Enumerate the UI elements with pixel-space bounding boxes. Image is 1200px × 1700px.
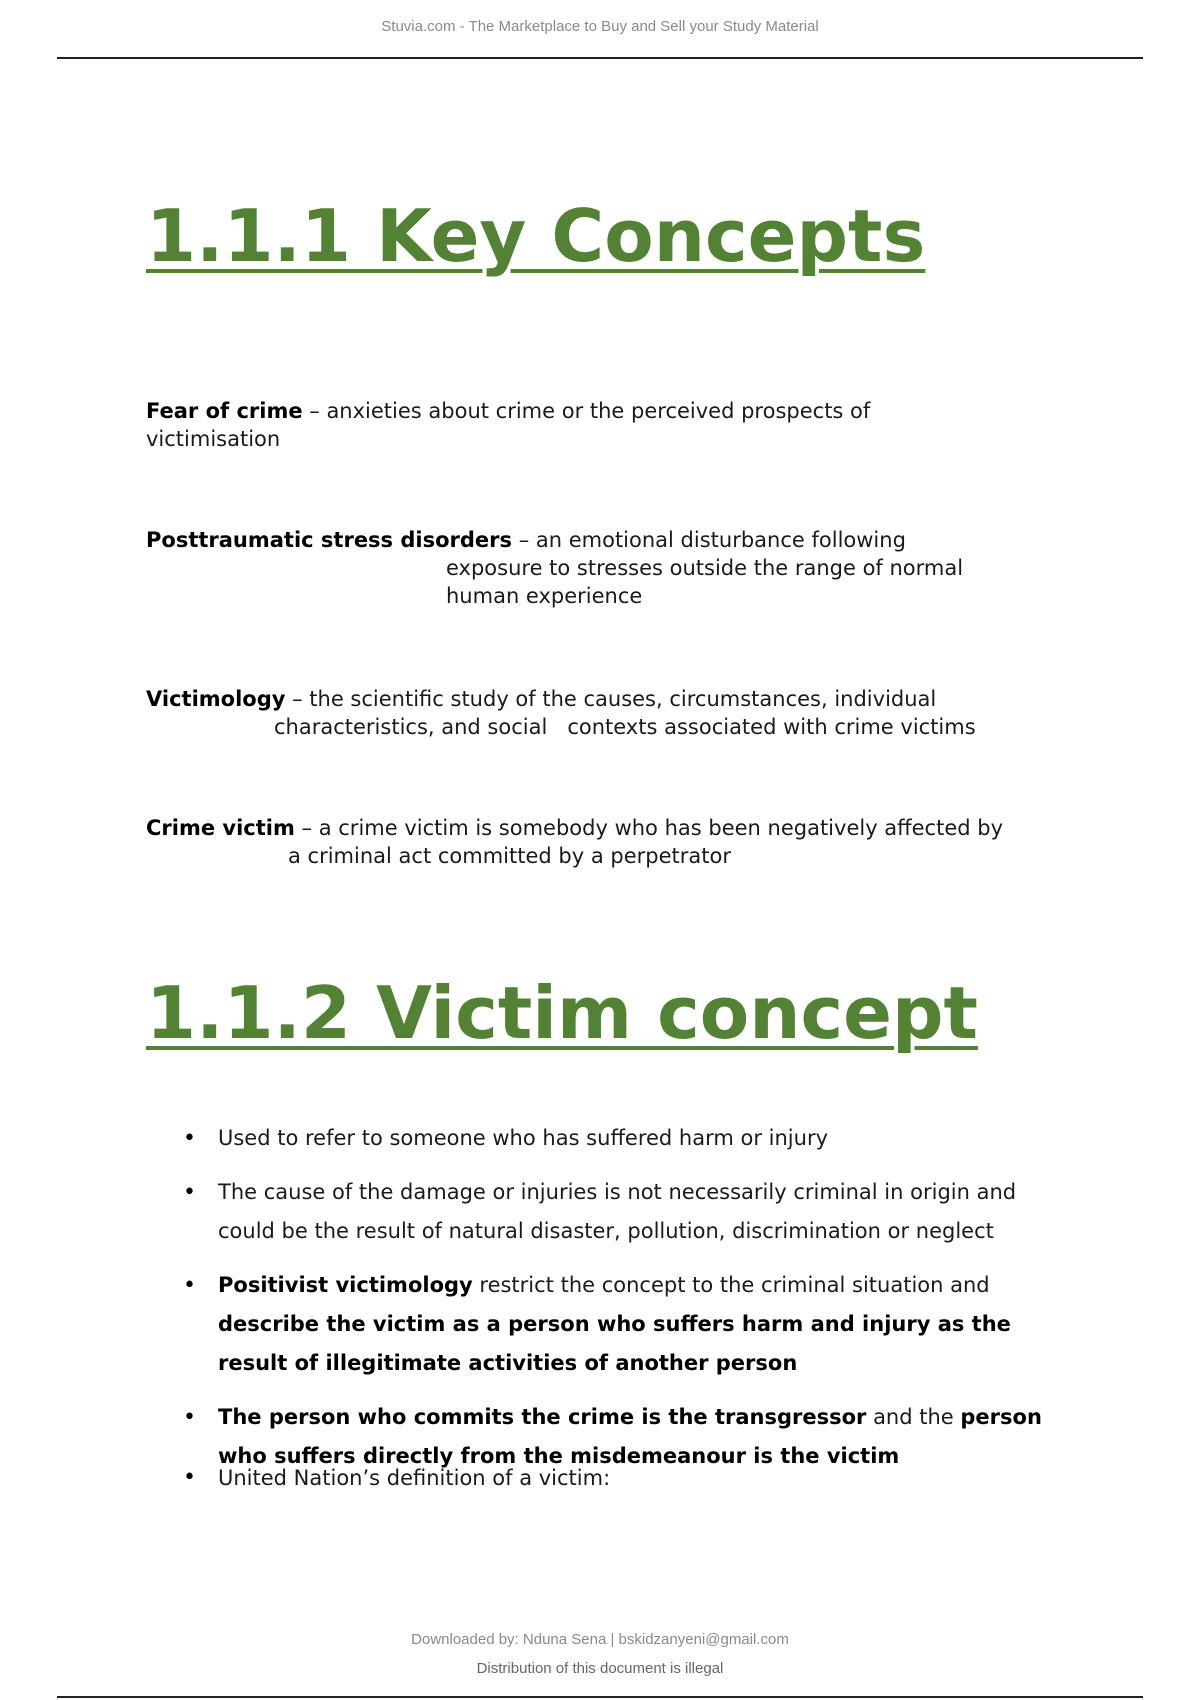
header-divider (57, 57, 1143, 59)
term-fear-of-crime (146, 397, 1066, 453)
term-ptsd (146, 526, 1066, 610)
term-label: Posttraumatic stress disorders (146, 528, 513, 552)
footer-divider (57, 1696, 1143, 1698)
list-item-text: and the (866, 1405, 961, 1429)
term-definition-cont: characteristics, and social contexts associated with crime victims (274, 715, 976, 739)
list-item (183, 1464, 1063, 1492)
term-separator: – (512, 528, 536, 552)
list-item (183, 1266, 1063, 1383)
term-separator: – (302, 399, 327, 423)
term-definition-cont: victimisation (146, 427, 281, 451)
term-separator: – (285, 687, 310, 711)
list-item (183, 1119, 1063, 1158)
list-item-bold: person who suffers directly from the misdemeanour is the victim (218, 1405, 1042, 1468)
term-crime-victim (146, 814, 1066, 870)
section-title-key-concepts: 1.1.1 Key Concepts (146, 194, 926, 278)
list-item-text: United Nation’s definition of a victim: (218, 1466, 611, 1490)
list-item-bold: Positivist victimology (218, 1273, 473, 1297)
download-notice: Downloaded by: Nduna Sena | bskidzanyeni@gmail.com (411, 1631, 789, 1648)
section-title-victim-concept: 1.1.2 Victim concept (146, 971, 978, 1055)
list-item-bold: The person who commits the crime is the transgressor (218, 1405, 867, 1429)
list-item (183, 1173, 1063, 1251)
term-definition: anxieties about crime or the perceived prospects of (326, 399, 871, 423)
term-victimology (146, 685, 1066, 741)
victim-concept-list (183, 1119, 1063, 1507)
term-label: Crime victim (146, 816, 295, 840)
term-separator: – (294, 816, 319, 840)
list-item-text: restrict the concept to the criminal situation and (472, 1273, 990, 1297)
term-definition: an emotional disturbance following (535, 528, 906, 552)
list-item-bold: describe the victim as a person who suffers harm and injury as the result of illegitimate activities of another person (218, 1312, 1011, 1375)
distribution-notice: Distribution of this document is illegal (476, 1660, 724, 1677)
term-definition: the scientific study of the causes, circumstances, individual (309, 687, 937, 711)
term-definition-cont: human experience (446, 584, 643, 608)
term-definition-cont: a criminal act committed by a perpetrator (288, 844, 731, 868)
term-definition: a crime victim is somebody who has been negatively affected by (318, 816, 1004, 840)
term-definition-cont: exposure to stresses outside the range of normal (446, 556, 964, 580)
page-header: Stuvia.com - The Marketplace to Buy and Sell your Study Material (381, 18, 819, 35)
term-label: Victimology (146, 687, 286, 711)
term-label: Fear of crime (146, 399, 303, 423)
list-item-text: The cause of the damage or injuries is not necessarily criminal in origin and could be the result of natural disaster, pollution, discrimination or neglect (218, 1180, 1017, 1243)
list-item-text: Used to refer to someone who has suffered harm or injury (218, 1126, 829, 1150)
